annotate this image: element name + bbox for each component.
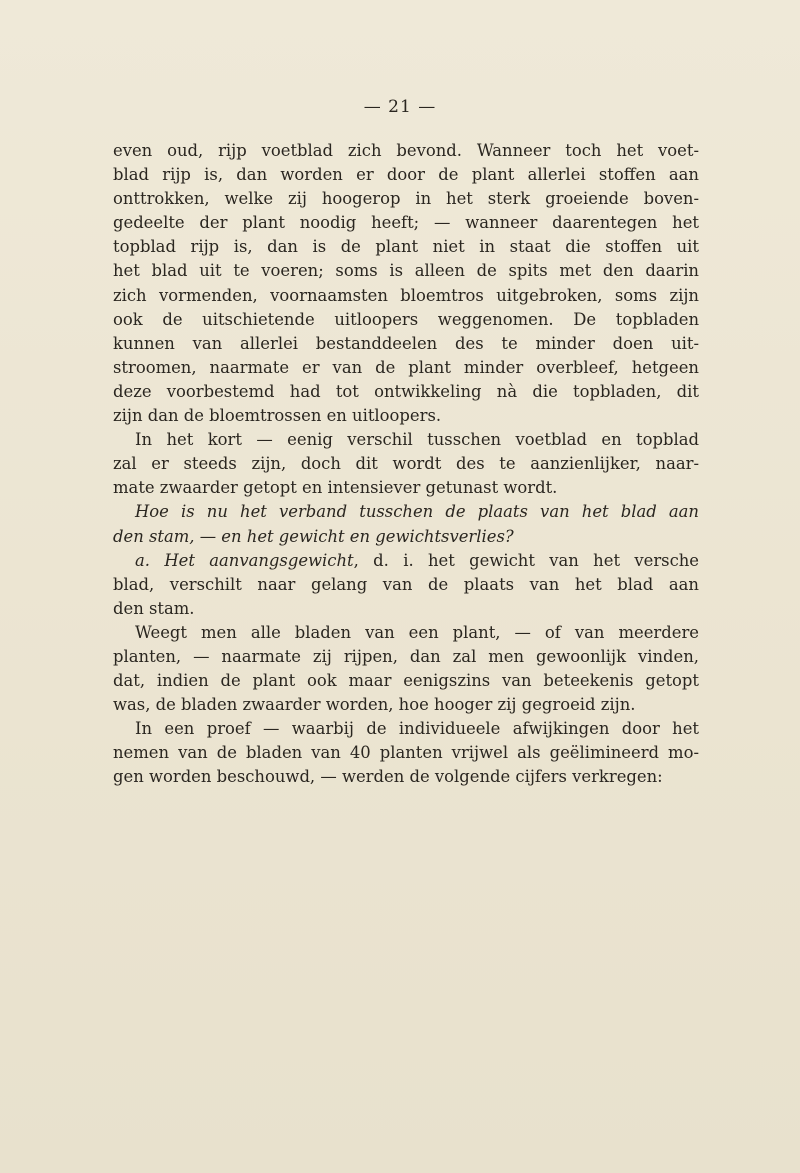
item-label: a.: [135, 550, 150, 570]
text-line: den stam, — en het gewicht en gewichtsverlies?: [113, 526, 514, 546]
paragraph-1: [113, 139, 699, 428]
text-line: blad rijp is, dan worden er door de plant allerlei stoffen aan: [113, 165, 699, 185]
paragraph-3: [113, 621, 699, 717]
item-term: Het aanvangsgewicht: [164, 550, 354, 570]
text-line: zich vormenden, voornaamsten bloemtros uitgebroken, soms zijn: [113, 285, 699, 305]
text-line: gedeelte der plant noodig heeft; — wanneer daarentegen het: [113, 213, 699, 233]
text-line: nemen van de bladen van 40 planten vrijwel als geëlimineerd mo-: [113, 743, 699, 763]
text-line-a: [113, 549, 699, 573]
text-line: het blad uit te voeren; soms is alleen de spits met den daarin: [113, 261, 699, 281]
text-line: In een proef — waarbij de individueele afwijkingen door het: [135, 719, 699, 739]
text-line: In het kort — eenig verschil tusschen voetblad en topblad: [135, 430, 699, 450]
text-line: stroomen, naarmate er van de plant minder overbleef, hetgeen: [113, 357, 699, 377]
question-heading: [113, 500, 699, 548]
text-line: Hoe is nu het verband tusschen de plaats van het blad aan: [135, 502, 699, 522]
paragraph-2: [113, 428, 699, 500]
text-line: was, de bladen zwaarder worden, hoe hooger zij gegroeid zijn.: [113, 695, 636, 715]
text-line: gen worden beschouwd, — werden de volgende cijfers verkregen:: [113, 767, 663, 787]
text-line: kunnen van allerlei bestanddeelen des te minder doen uit-: [113, 333, 699, 353]
text-line: dat, indien de plant ook maar eenigszins van beteekenis getopt: [113, 671, 699, 691]
text-line: zijn dan de bloemtrossen en uitloopers.: [113, 406, 442, 426]
text-line: den stam.: [113, 598, 195, 618]
text-line: planten, — naarmate zij rijpen, dan zal men gewoonlijk vinden,: [113, 646, 699, 666]
paragraph-a: [113, 549, 699, 621]
item-rest: , d. i. het gewicht van het versche: [353, 550, 700, 570]
paragraph-4: [113, 717, 699, 789]
text-line: onttrokken, welke zij hoogerop in het sterk groeiende boven-: [113, 189, 699, 209]
text-line: ook de uitschietende uitloopers weggenomen. De topbladen: [113, 309, 699, 329]
text-line: blad, verschilt naar gelang van de plaats van het blad aan: [113, 574, 699, 594]
text-line: even oud, rijp voetblad zich bevond. Wanneer toch het voet-: [113, 141, 699, 160]
body-text: [113, 139, 699, 790]
text-line: zal er steeds zijn, doch dit wordt des te aanzienlijker, naar-: [113, 454, 699, 474]
page-number: — 21 —: [363, 97, 437, 117]
text-line: Weegt men alle bladen van een plant, — of van meerdere: [135, 622, 699, 642]
text-line: mate zwaarder getopt en intensiever getunast wordt.: [113, 478, 558, 498]
text-line: topblad rijp is, dan is de plant niet in staat die stoffen uit: [113, 237, 699, 257]
text-line: deze voorbestemd had tot ontwikkeling nà die topbladen, dit: [113, 381, 699, 401]
